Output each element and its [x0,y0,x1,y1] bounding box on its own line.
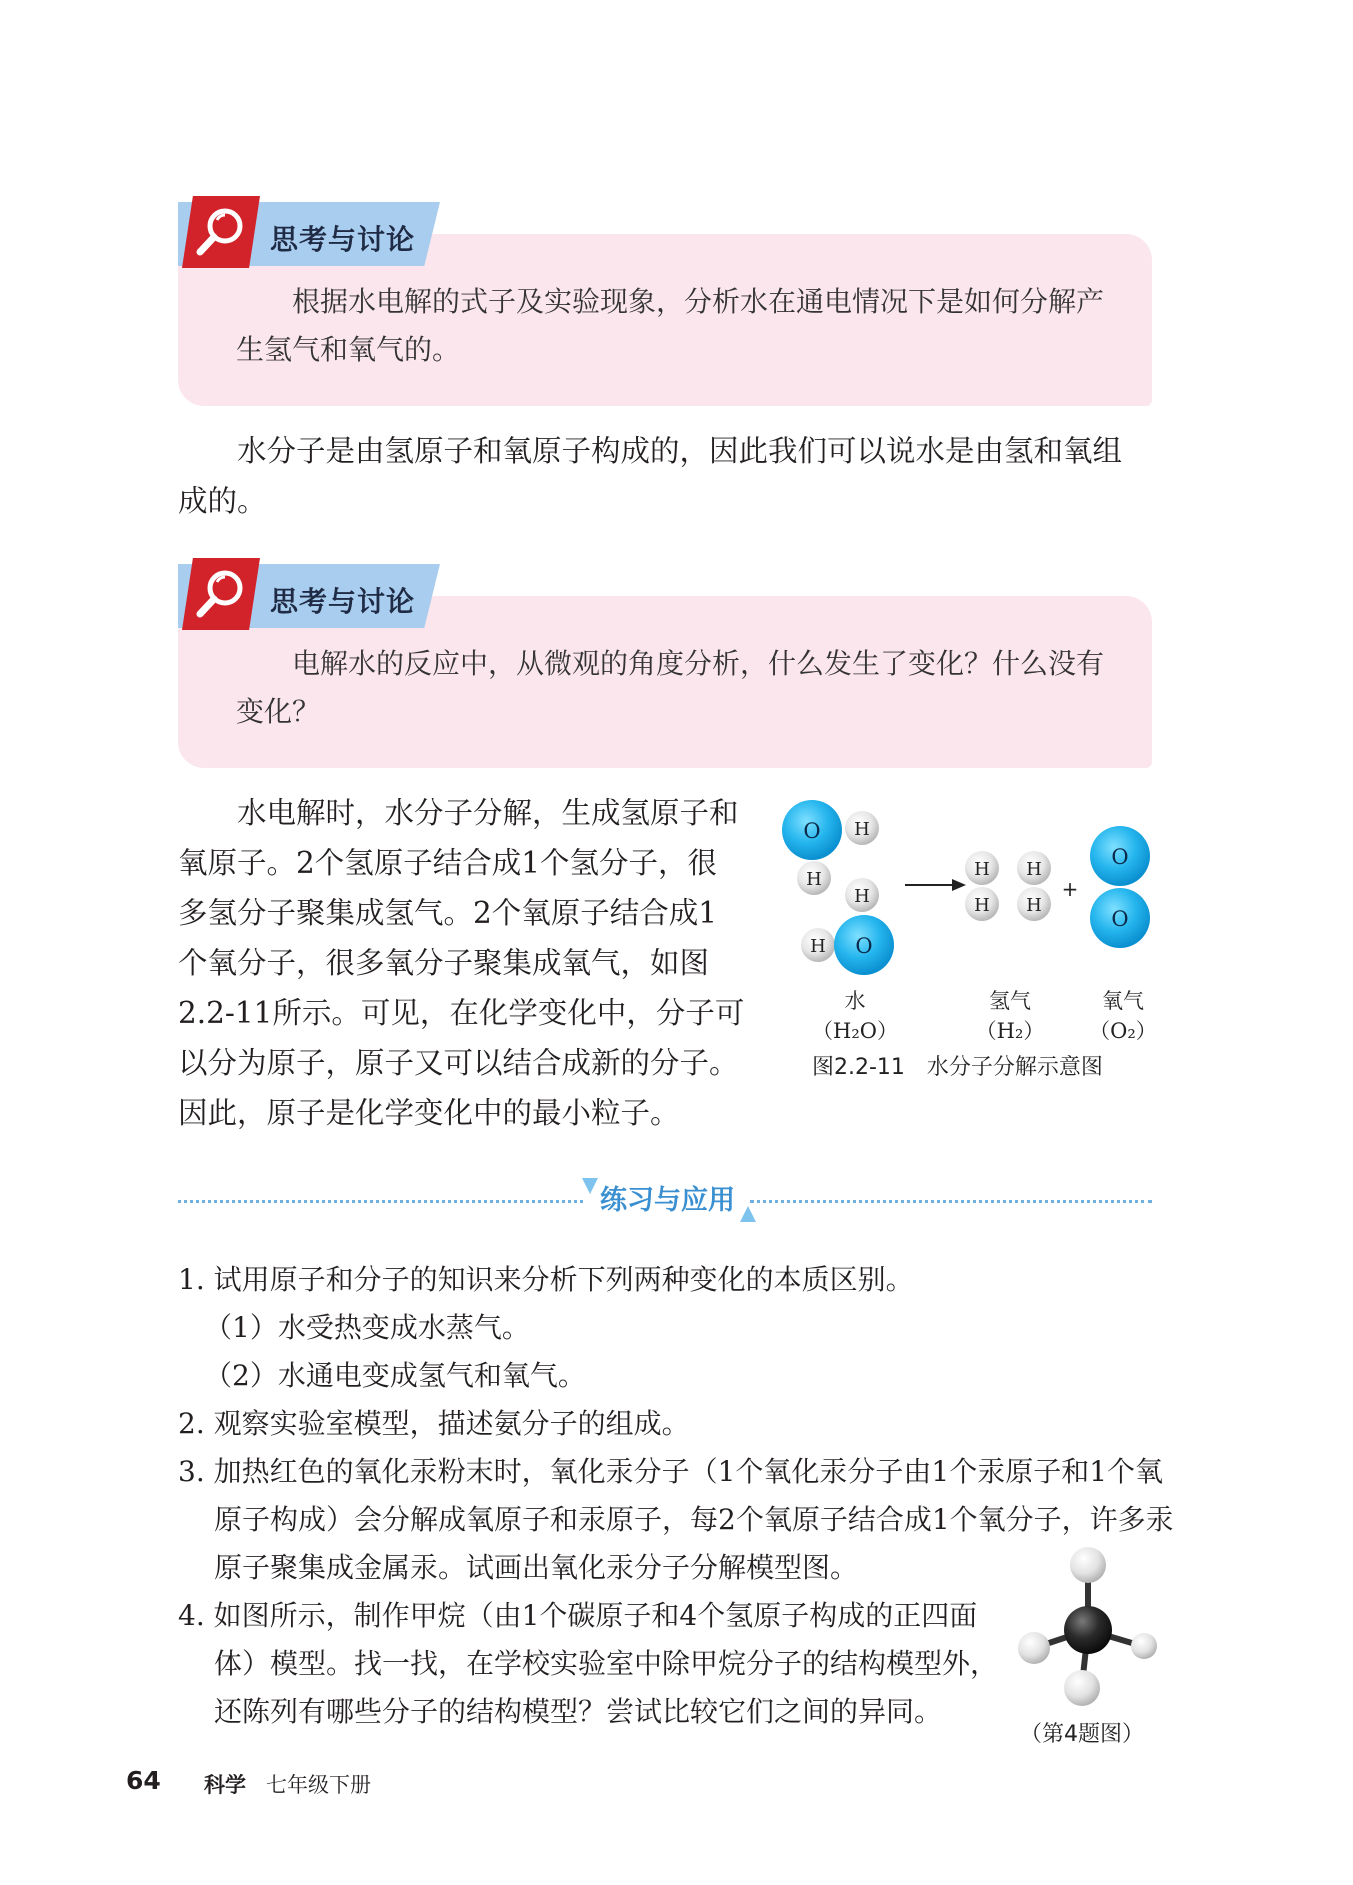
paragraph-line: 水电解时，水分子分解，生成氢原子和 [237,796,739,830]
hydrogen-atom [1064,1670,1100,1706]
exercise-title: 练习与应用 [600,1185,735,1216]
exercise-line: 4. 如图所示，制作甲烷（由1个碳原子和4个氢原子构成的正四面 [178,1599,978,1632]
discussion-title: 思考与讨论 [270,585,416,618]
paragraph-line: 2.2-11所示。可见，在化学变化中，分子可 [178,996,745,1030]
footer-subject: 科学 [204,1773,246,1797]
exercise-line: （1）水受热变成水蒸气。 [204,1311,530,1344]
discussion-box-1 [178,196,1152,411]
atom-label: H [810,936,826,957]
water-decomposition-figure [770,790,1170,990]
atom-label: H [974,895,990,916]
magnifier-icon [182,558,260,630]
discussion-title: 思考与讨论 [270,223,416,256]
reaction-arrow [905,879,966,891]
page-number: 64 [126,1766,161,1795]
atom-label: H [974,859,990,880]
footer-grade: 七年级下册 [266,1773,371,1797]
paragraph-line: 水分子是由氢原子和氧原子构成的，因此我们可以说水是由氢和氧组 [237,434,1123,468]
discussion-body [236,278,1116,374]
discussion-line: 生氢气和氧气的。 [236,333,461,366]
divider-left [178,1200,583,1203]
oxygen-label [1068,985,1178,1045]
divider-right [750,1200,1152,1203]
discussion-line: 电解水的反应中，从微观的角度分析，什么发生了变化？什么没有 [292,647,1105,680]
label-name: 氧气 [1102,989,1144,1013]
hydrogen-molecule [1017,851,1051,921]
discussion-line: 变化？ [236,695,321,728]
atom-label: H [854,819,870,840]
atom-label: H [854,886,870,907]
oxygen-molecule [1090,826,1150,948]
triangle-up-icon [738,1204,758,1224]
plus-sign: + [1061,877,1079,901]
atom-label: O [855,934,873,958]
discussion-line: 根据水电解的式子及实验现象，分析水在通电情况下是如何分解产 [292,285,1105,318]
footer-book-info [204,1769,371,1799]
atom-label: H [1026,895,1042,916]
atom-label: H [1026,859,1042,880]
paragraph-line: 氧原子。2个氢原子结合成1个氢分子，很 [178,846,718,880]
label-name: 氢气 [989,989,1031,1013]
magnifier-badge [182,558,260,630]
exercise-line: 体）模型。找一找，在学校实验室中除甲烷分子的结构模型外， [214,1647,999,1680]
discussion-box-2 [178,558,1152,773]
hydrogen-molecule [965,851,999,921]
paragraph-2 [178,788,758,1138]
methane-caption: （第4题图） [1020,1722,1144,1747]
methane-model-figure [1010,1545,1160,1715]
exercise-line: 原子构成）会分解成氧原子和汞原子，每2个氧原子结合成1个氧分子，许多汞 [214,1503,1174,1536]
hydrogen-atom [1070,1547,1106,1583]
hydrogen-label [955,985,1065,1045]
paragraph-1 [178,426,1163,526]
paragraph-line: 成的。 [178,484,267,518]
label-formula: （O₂） [1089,1019,1157,1043]
paragraph-line: 以分为原子，原子又可以结合成新的分子。 [178,1046,739,1080]
hydrogen-atom [1131,1633,1157,1659]
exercise-line: 原子聚集成金属汞。试画出氧化汞分子分解模型图。 [214,1551,859,1584]
figure-caption: 图2.2-11 水分子分解示意图 [812,1055,1103,1080]
carbon-atom [1064,1606,1112,1654]
exercise-line: （2）水通电变成氢气和氧气。 [204,1359,586,1392]
exercise-line: 1. 试用原子和分子的知识来分析下列两种变化的本质区别。 [178,1263,914,1296]
magnifier-badge [182,196,260,268]
discussion-body [236,640,1116,736]
triangle-down-icon [580,1176,600,1196]
exercise-line: 2. 观察实验室模型，描述氨分子的组成。 [178,1407,690,1440]
label-name: 水 [844,989,866,1013]
water-label [800,985,910,1045]
magnifier-icon [182,196,260,268]
label-formula: （H₂O） [812,1019,898,1043]
atom-label: O [1111,845,1129,869]
exercise-line: 3. 加热红色的氧化汞粉末时，氧化汞分子（1个氧化汞分子由1个汞原子和1个氧 [178,1455,1164,1488]
paragraph-line: 个氧分子，很多氧分子聚集成氧气，如图 [178,946,710,980]
hydrogen-atom [1018,1632,1050,1664]
label-formula: （H₂） [975,1019,1045,1043]
paragraph-line: 因此，原子是化学变化中的最小粒子。 [178,1096,680,1130]
atom-label: H [806,869,822,890]
atom-label: O [803,819,821,843]
atom-label: O [1111,907,1129,931]
paragraph-line: 多氢分子聚集成氢气。2个氧原子结合成1 [178,896,718,930]
exercise-line: 还陈列有哪些分子的结构模型？尝试比较它们之间的异同。 [214,1695,943,1728]
